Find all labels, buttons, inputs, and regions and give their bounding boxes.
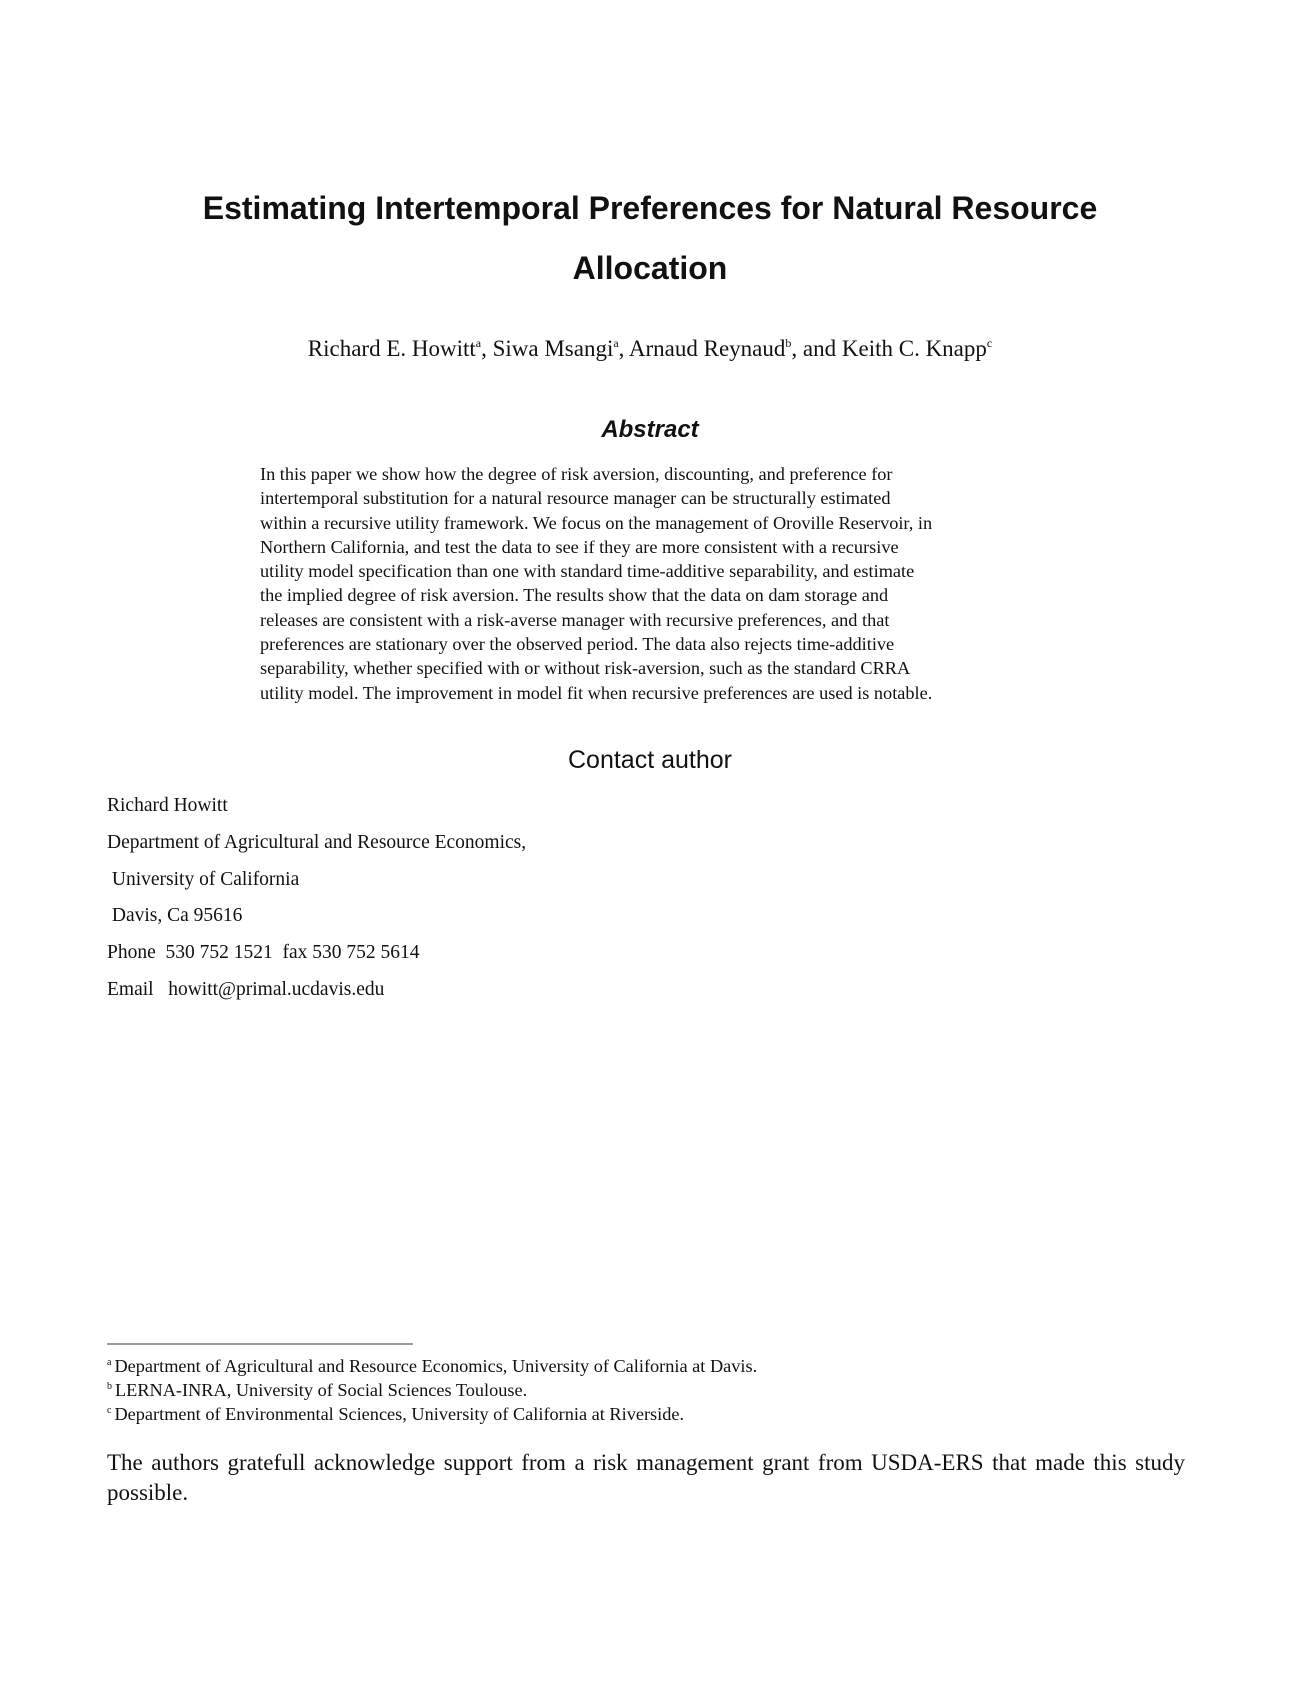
footnote-mark: a xyxy=(107,1357,112,1368)
footnote xyxy=(107,1378,1107,1402)
footnote-mark: c xyxy=(107,1405,112,1416)
footnotes xyxy=(107,1354,1107,1426)
footnote-text: Department of Environmental Sciences, University of California at Riverside. xyxy=(114,1404,685,1424)
footnote-text: Department of Agricultural and Resource Economics, University of California at Davis. xyxy=(114,1356,758,1376)
abstract-line: Northern California, and test the data to see if they are more consistent with a recursive xyxy=(260,536,899,557)
footnote-text: LERNA-INRA, University of Social Sciences Toulouse. xyxy=(115,1380,528,1400)
contact-university: University of California xyxy=(107,868,300,890)
abstract-line: intertemporal substitution for a natural resource manager can be structurally estimated xyxy=(260,488,891,509)
author-list xyxy=(150,334,1150,364)
footnote-mark: b xyxy=(107,1381,112,1392)
abstract-line: utility model specification than one with standard time-additive separability, and estimate xyxy=(260,561,915,582)
contact-email: Email howitt@primal.ucdavis.edu xyxy=(107,978,385,1000)
abstract-line: releases are consistent with a risk-averse manager with recursive preferences, and that xyxy=(260,609,890,630)
author-affiliation-mark: b xyxy=(785,336,792,350)
author-separator: , xyxy=(618,336,629,361)
author-separator: , xyxy=(481,336,493,361)
paper-title-line: Allocation xyxy=(572,250,728,286)
footnote-divider xyxy=(107,1343,413,1345)
abstract-line: utility model. The improvement in model fit when recursive preferences are used is notable. xyxy=(260,682,933,703)
footnote xyxy=(107,1402,1107,1426)
contact-heading: Contact author xyxy=(568,746,732,774)
author-separator: , and xyxy=(791,336,842,361)
author-name: Keith C. Knapp xyxy=(841,336,987,361)
author-name: Siwa Msangi xyxy=(492,336,614,361)
contact-details xyxy=(107,788,807,1009)
author-affiliation-mark: a xyxy=(613,336,619,350)
author-name: Richard E. Howitt xyxy=(307,336,476,361)
contact-phone: Phone 530 752 1521 fax 530 752 5614 xyxy=(107,942,420,964)
abstract-line: the implied degree of risk aversion. The results show that the data on dam storage and xyxy=(260,585,889,606)
abstract-line: separability, whether specified with or without risk-aversion, such as the standard CRRA xyxy=(260,658,911,679)
abstract-heading: Abstract xyxy=(601,416,699,443)
abstract-body xyxy=(260,462,1044,705)
paper-title xyxy=(150,178,1150,298)
contact-name: Richard Howitt xyxy=(107,795,228,816)
footnote xyxy=(107,1354,1107,1378)
author-affiliation-mark: c xyxy=(986,336,993,350)
abstract-line: within a recursive utility framework. We focus on the management of Oroville Reservoir, in xyxy=(260,512,933,533)
author-affiliation-mark: a xyxy=(475,336,482,350)
acknowledgement: The authors gratefull acknowledge support from a risk management grant from USDA-ERS that made this study possible. xyxy=(107,1450,1185,1505)
author-name: Arnaud Reynaud xyxy=(628,336,786,361)
contact-city: Davis, Ca 95616 xyxy=(107,905,243,927)
abstract-line: preferences are stationary over the observed period. The data also rejects time-additive xyxy=(260,634,895,655)
abstract-line: In this paper we show how the degree of risk aversion, discounting, and preference for xyxy=(260,464,893,484)
contact-department: Department of Agricultural and Resource Economics, xyxy=(107,831,527,853)
paper-title-line: Estimating Intertemporal Preferences for Natural Resource xyxy=(202,190,1098,226)
